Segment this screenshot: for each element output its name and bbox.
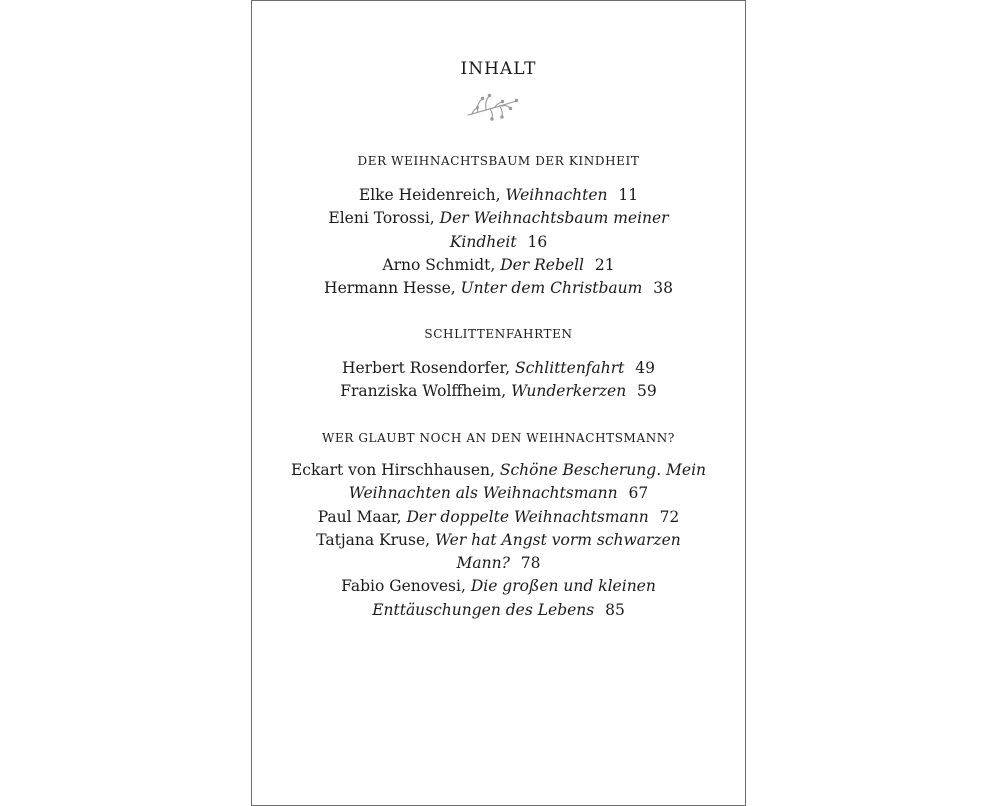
entry-author: Tatjana Kruse <box>316 530 426 549</box>
toc-entry: Paul Maar, Der doppelte Weihnachtsmann 72 <box>317 507 680 526</box>
entry-page: 59 <box>637 382 657 401</box>
entry-author: Eckart von Hirschhausen <box>290 461 490 479</box>
toc-entry: Tatjana Kruse, Wer hat Angst vorm schwarzen <box>316 530 681 549</box>
entry-title: Enttäuschungen des Lebens <box>372 600 595 619</box>
book-page <box>251 0 746 806</box>
toc-entry-continued <box>252 552 745 575</box>
entry-author: Franziska Wolffheim <box>340 382 502 401</box>
entry-page: 21 <box>594 255 615 274</box>
entry-page: 11 <box>618 186 639 204</box>
entry-author: Eleni Torossi <box>328 209 430 228</box>
section-heading: DER WEIHNACHTSBAUM DER KINDHEIT <box>357 154 640 168</box>
entry-title: Der doppelte Weihnachtsmann <box>406 507 649 526</box>
holly-sprig-icon <box>464 91 522 125</box>
entry-title: Kindheit <box>449 232 517 251</box>
entry-page: 85 <box>605 600 625 619</box>
toc-entry: Herbert Rosendorfer, Schlittenfahrt 49 <box>341 359 655 377</box>
entry-title: Schöne Bescherung. Mein <box>499 461 707 479</box>
entry-title: Die großen und kleinen <box>470 577 656 596</box>
section-heading: SCHLITTENFAHRTEN <box>424 327 573 341</box>
entry-author: Paul Maar <box>317 507 397 526</box>
entry-page: 49 <box>635 359 655 377</box>
toc-entry-continued <box>252 599 745 622</box>
toc-entry: Eckart von Hirschhausen, Schöne Bescherung. Mein <box>290 461 707 479</box>
section-entries <box>252 459 745 622</box>
toc-entry: Eleni Torossi, Der Weihnachtsbaum meiner <box>328 209 669 228</box>
entry-author: Hermann Hesse <box>324 279 451 298</box>
toc-entry: Franziska Wolffheim, Wunderkerzen 59 <box>340 382 657 401</box>
entry-page: 38 <box>653 279 673 298</box>
toc-entry-continued <box>252 482 745 505</box>
entry-title: Mann? <box>456 554 510 573</box>
entry-title: Wer hat Angst vorm schwarzen <box>435 530 681 549</box>
entry-title: Der Weihnachtsbaum meiner <box>439 209 669 228</box>
entry-title: Weihnachten als Weihnachtsmann <box>348 484 618 503</box>
toc-entry: Fabio Genovesi, Die großen und kleinen <box>341 577 656 596</box>
page-title: INHALT <box>460 59 537 79</box>
toc-entry: Arno Schmidt, Der Rebell 21 <box>382 255 615 274</box>
entry-title: Unter dem Christbaum <box>460 279 643 298</box>
entry-title: Wunderkerzen <box>511 382 627 401</box>
entry-title: Der Rebell <box>500 255 584 274</box>
toc-entry: Hermann Hesse, Unter dem Christbaum 38 <box>324 279 673 298</box>
entry-author: Fabio Genovesi <box>341 577 461 596</box>
entry-author: Elke Heidenreich <box>358 186 496 204</box>
toc-entry: Elke Heidenreich, Weihnachten 11 <box>358 186 639 204</box>
toc-entry-continued <box>252 231 745 254</box>
entry-page: 67 <box>628 484 649 503</box>
entry-title: Schlittenfahrt <box>515 359 625 377</box>
section-heading: WER GLAUBT NOCH AN DEN WEIHNACHTSMANN? <box>322 431 675 445</box>
section-entries <box>252 357 745 404</box>
section-entries <box>252 184 745 300</box>
entry-page: 78 <box>520 554 541 573</box>
entry-author: Arno Schmidt <box>382 255 491 274</box>
entry-author: Herbert Rosendorfer <box>341 359 506 377</box>
entry-page: 16 <box>527 232 548 251</box>
entry-title: Weihnachten <box>505 186 608 204</box>
entry-page: 72 <box>659 507 680 526</box>
